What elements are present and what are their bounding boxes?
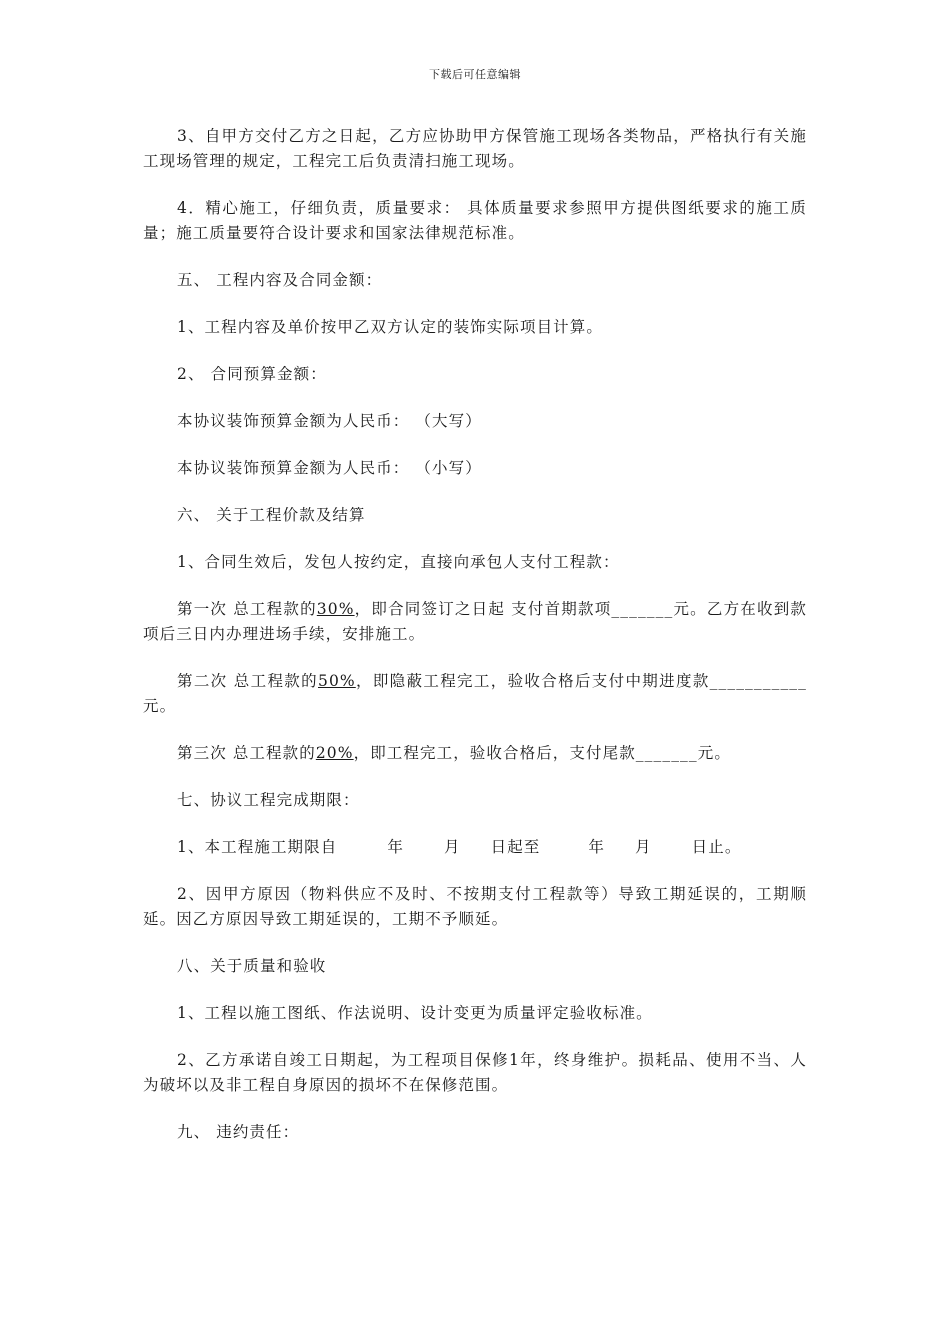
section-5-heading: 五、 工程内容及合同金额： [177,271,383,289]
paragraph-site-custody: 3、自甲方交付乙方之日起，乙方应协助甲方保管施工现场各类物品，严格执行有关施工现场管理的规定，工程完工后负责清扫施工现场。 [143,127,807,170]
payment-second-after: ，即隐蔽工程完工，验收合格后支付中期进度款___________元。 [143,672,808,715]
period-day-start: 日起至 [490,838,541,856]
payment-first-before: 第一次 总工程款的 [177,600,317,618]
page-header: 下载后可任意编辑 [429,68,521,81]
paragraph-warranty: 2、乙方承诺自竣工日期起，为工程项目保修1年，终身维护。损耗品、使用不当、人为破坏以及非工程自身原因的损坏不在保修范围。 [143,1051,807,1094]
section-6-heading: 六、 关于工程价款及结算 [177,506,366,524]
section-7-heading: 七、协议工程完成期限： [177,791,360,809]
paragraph-unit-price: 1、工程内容及单价按甲乙双方认定的装饰实际项目计算。 [177,318,603,336]
payment-first-after: ，即合同签订之日起 支付首期款项_______元。乙方在收到款项后三日内办理进场手续，安排施工。 [143,600,808,643]
paragraph-budget-heading: 2、 合同预算金额： [177,365,327,383]
paragraph-acceptance-standard: 1、工程以施工图纸、作法说明、设计变更为质量评定验收标准。 [177,1004,653,1022]
paragraph-budget-numeric: 本协议装饰预算金额为人民币： （小写） [177,459,482,477]
section-8-heading: 八、关于质量和验收 [177,957,327,975]
period-prefix: 1、本工程施工期限自 [177,838,338,856]
paragraph-construction-period [143,835,807,860]
paragraph-payment-intro: 1、合同生效后，发包人按约定，直接向承包人支付工程款： [177,553,620,571]
payment-first-percent: 30% [316,600,355,618]
paragraph-delay: 2、因甲方原因（物料供应不及时、不按期支付工程款等）导致工期延误的，工期顺延。因乙方原因导致工期延误的，工期不予顺延。 [143,885,807,928]
payment-third-before: 第三次 总工程款的 [177,744,316,762]
payment-second-percent: 50% [318,672,356,690]
payment-second [143,669,807,719]
period-month-start: 月 [443,838,461,856]
payment-first [143,597,807,647]
period-year-start: 年 [387,838,404,856]
section-9-heading: 九、 违约责任： [177,1123,300,1141]
period-day-end: 日止。 [691,838,742,856]
period-year-end: 年 [588,838,606,856]
payment-third-percent: 20% [315,744,354,762]
document-body [143,124,807,1167]
period-month-end: 月 [635,838,652,856]
paragraph-quality-requirements: 4．精心施工，仔细负责，质量要求： 具体质量要求参照甲方提供图纸要求的施工质量；施工质量要符合设计要求和国家法律规范标准。 [143,199,807,242]
payment-third-after: ，即工程完工，验收合格后，支付尾款_______元。 [353,744,731,762]
payment-third [143,741,807,766]
paragraph-budget-capital: 本协议装饰预算金额为人民币： （大写） [177,412,482,430]
payment-second-before: 第二次 总工程款的 [177,672,318,690]
